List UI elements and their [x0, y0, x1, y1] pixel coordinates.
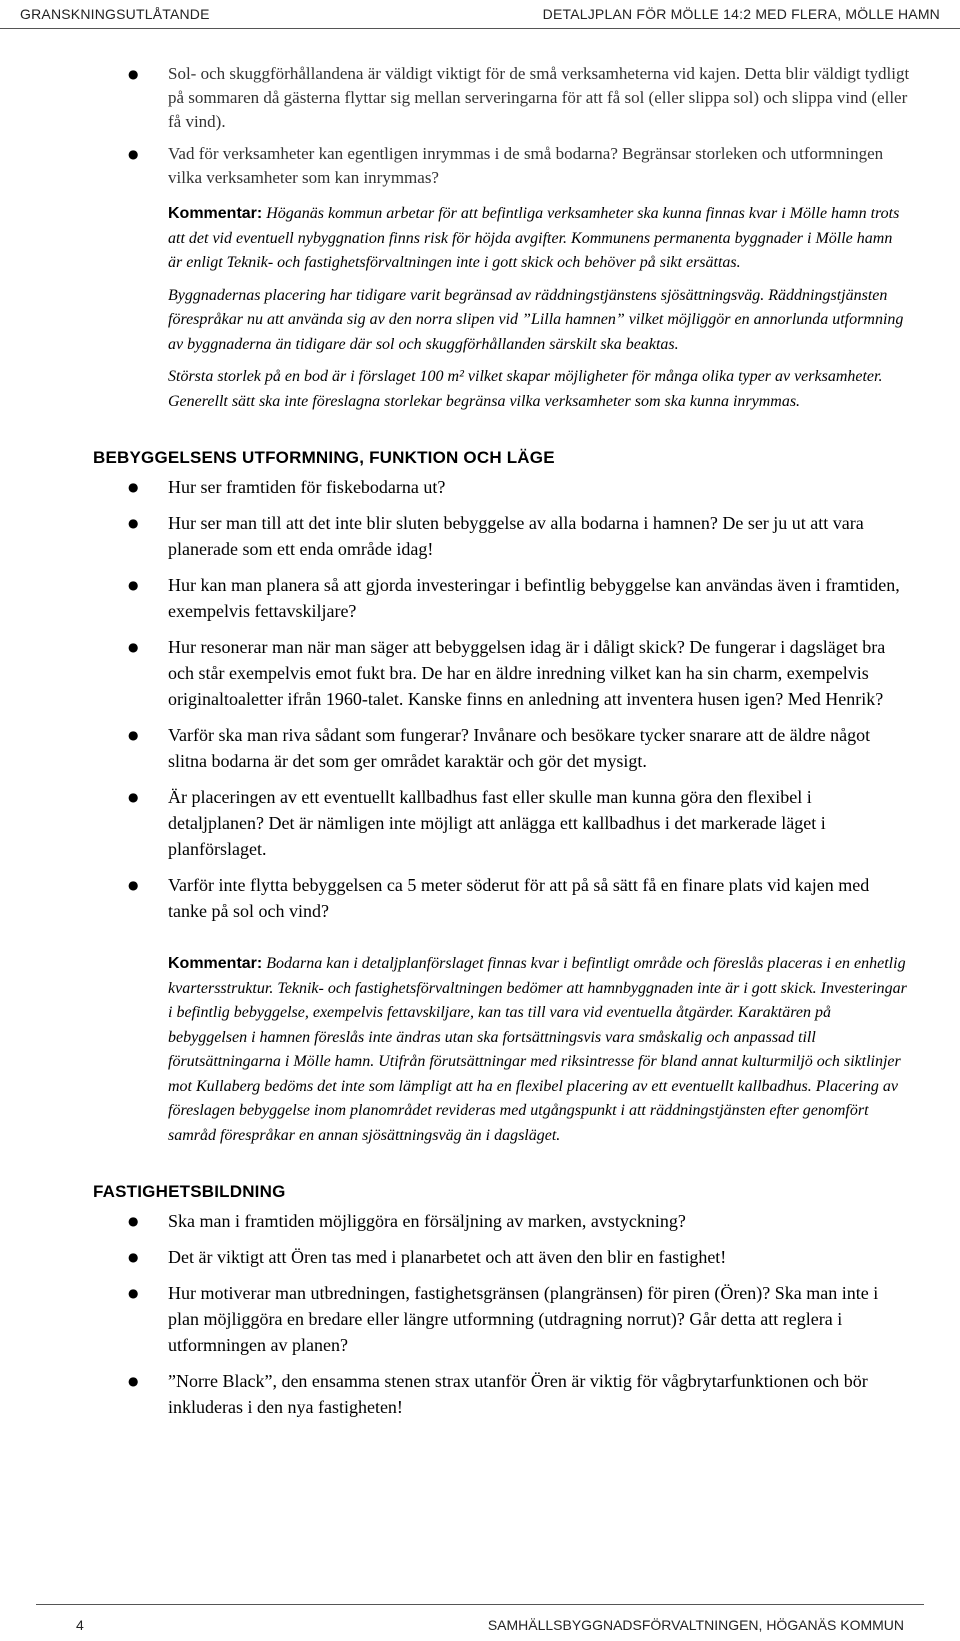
section-heading-fastighetsbildning: FASTIGHETSBILDNING [93, 1182, 286, 1201]
bullet-icon: ● [128, 67, 139, 81]
page-content [0, 62, 960, 1430]
list-item: ● Vad för verksamheter kan egentligen inrymmas i de små bodarna? Begränsar storleken och utformningen vilka verksamheter som kan inrymmas? [128, 144, 884, 187]
page-header [0, 0, 960, 28]
bullet-icon: ● [128, 480, 139, 494]
comment-block-1 [0, 202, 960, 414]
bullet-icon: ● [128, 578, 139, 592]
list-item: ● ”Norre Black”, den ensamma stenen strax utanför Ören är viktig för vågbrytarfunktionen och bör inkluderas i den nya fastigheten! [0, 1368, 960, 1420]
comment-paragraph: Kommentar: Bodarna kan i detaljplanförslaget finnas kvar i befintligt område och föreslås placeras i en enhetlig kvartersstruktur. Teknik- och fastighetsförvaltningen bedömer att hamnbyggnaden inte är i gott skick. Investeringar i befintlig bebyggelse, exempelvis fettavskiljare, kan tas till vara vid eventuella åtgärder. Karaktären på bebyggelsen i hamnen föreslås inte ändras utan ska fortsättningsvis vara småskalig och anpassad till förutsättningarna i Mölle hamn. Utifrån förutsättningar med riksintresse för bland annat kulturmiljö och siktlinjer mot Kullaberg bedöms det inte som lämpligt att ha en flexibel placering av ett eventuellt kallbadhus. Placering av föreslagen bebyggelse inom planområdet revideras med utgångspunkt i att räddningstjänsten efter genomfört samråd förespråkar en annan sjösättningsväg än i dagsläget. [168, 955, 907, 1144]
list-item: ● Det är viktigt att Ören tas med i planarbetet och att även den blir en fastighet! [0, 1244, 960, 1270]
bullet-icon: ● [128, 147, 139, 161]
intro-bullet-list [0, 62, 960, 190]
list-item: ● Är placeringen av ett eventuellt kallbadhus fast eller skulle man kunna göra den flexibel i detaljplanen? Det är nämligen inte möjligt att anlägga ett kallbadhus i det markerade läget i planförslaget. [0, 784, 960, 862]
comment-block-2 [0, 952, 960, 1148]
list-item: ● Ska man i framtiden möjliggöra en försäljning av marken, avstyckning? [0, 1208, 960, 1234]
page-number: 4 [76, 1617, 84, 1633]
header-divider [0, 28, 960, 29]
bullet-icon: ● [128, 1250, 139, 1264]
comment-paragraph: Kommentar: Höganäs kommun arbetar för att befintliga verksamheter ska kunna finnas kvar i Mölle hamn trots att det vid eventuell nybyggnation finns risk för höjda avgifter. Kommunens permanenta byggnader i Mölle hamn är enligt Teknik- och fastighetsförvaltningen inte i gott skick och behöver på sikt ersättas. [168, 205, 900, 271]
bullet-icon: ● [128, 878, 139, 892]
bebyggelse-bullet-list [0, 474, 960, 924]
comment-label: Kommentar: [168, 955, 263, 972]
header-document-title: DETALJPLAN FÖR MÖLLE 14:2 MED FLERA, MÖLLE HAMN [542, 6, 940, 22]
list-item: ● Varför ska man riva sådant som fungerar? Invånare och besökare tycker snarare att de äldre något slitna bodarna är det som ger området karaktär och gör det mysigt. [0, 722, 960, 774]
list-item: ● Hur kan man planera så att gjorda investeringar i befintlig bebyggelse kan användas även i framtiden, exempelvis fettavskiljare? [0, 572, 960, 624]
bullet-icon: ● [128, 1214, 139, 1228]
list-item: ● Hur resonerar man när man säger att bebyggelsen idag är i dåligt skick? De fungerar i dagsläget bra och står exempelvis emot fukt bra. De har en äldre inredning vilket kan ha sin charm, exempelvis originaltoaletter ifrån 1960-talet. Kanske finns en anledning att inventera husen igen? Med Henrik? [0, 634, 960, 712]
bullet-icon: ● [128, 640, 139, 654]
comment-label: Kommentar: [168, 205, 263, 222]
bullet-icon: ● [128, 1286, 139, 1300]
footer-divider [36, 1604, 924, 1605]
bullet-icon: ● [128, 516, 139, 530]
list-item: ● Sol- och skuggförhållandena är väldigt viktigt för de små verksamheterna vid kajen. Detta blir väldigt tydligt på sommaren då gästerna flyttar sig mellan serveringarna för att få sol (eller slippa sol) och slippa vind (eller få vind). [128, 64, 910, 131]
list-item: ● Hur ser man till att det inte blir sluten bebyggelse av alla bodarna i hamnen? De ser ju ut att vara planerade som ett enda område idag! [0, 510, 960, 562]
comment-paragraph: Byggnadernas placering har tidigare varit begränsad av räddningstjänstens sjösättningsväg. Räddningstjänsten förespråkar nu att använda sig av den norra slipen vid ”Lilla hamnen” vilket möjliggör en annorlunda utformning av byggnaderna än tidigare där sol och skuggförhållanden särskilt ska beaktas. [168, 286, 904, 353]
section-heading-bebyggelse: BEBYGGELSENS UTFORMNING, FUNKTION OCH LÄGE [93, 448, 555, 467]
list-item: ● Hur ser framtiden för fiskebodarna ut? [0, 474, 960, 500]
bullet-icon: ● [128, 1374, 139, 1388]
header-document-type: GRANSKNINGSUTLÅTANDE [20, 6, 210, 22]
comment-paragraph: Största storlek på en bod är i förslaget 100 m² vilket skapar möjligheter för många olika typer av verksamheter. Generellt sätt ska inte föreslagna storlekar begränsa vilka verksamheter som ska kunna inrymmas. [168, 368, 883, 410]
fastighetsbildning-bullet-list [0, 1208, 960, 1420]
list-item: ● Hur motiverar man utbredningen, fastighetsgränsen (plangränsen) för piren (Ören)? Ska man inte i plan möjliggöra en bredare eller längre utformning (utdragning norrut)? Går detta att reglera i utformningen av planen? [0, 1280, 960, 1358]
footer-department: SAMHÄLLSBYGGNADSFÖRVALTNINGEN, HÖGANÄS KOMMUN [487, 1617, 904, 1633]
list-item: ● Varför inte flytta bebyggelsen ca 5 meter söderut för att på så sätt få en finare plats vid kajen med tanke på sol och vind? [0, 872, 960, 924]
bullet-icon: ● [128, 728, 139, 742]
bullet-icon: ● [128, 790, 139, 804]
